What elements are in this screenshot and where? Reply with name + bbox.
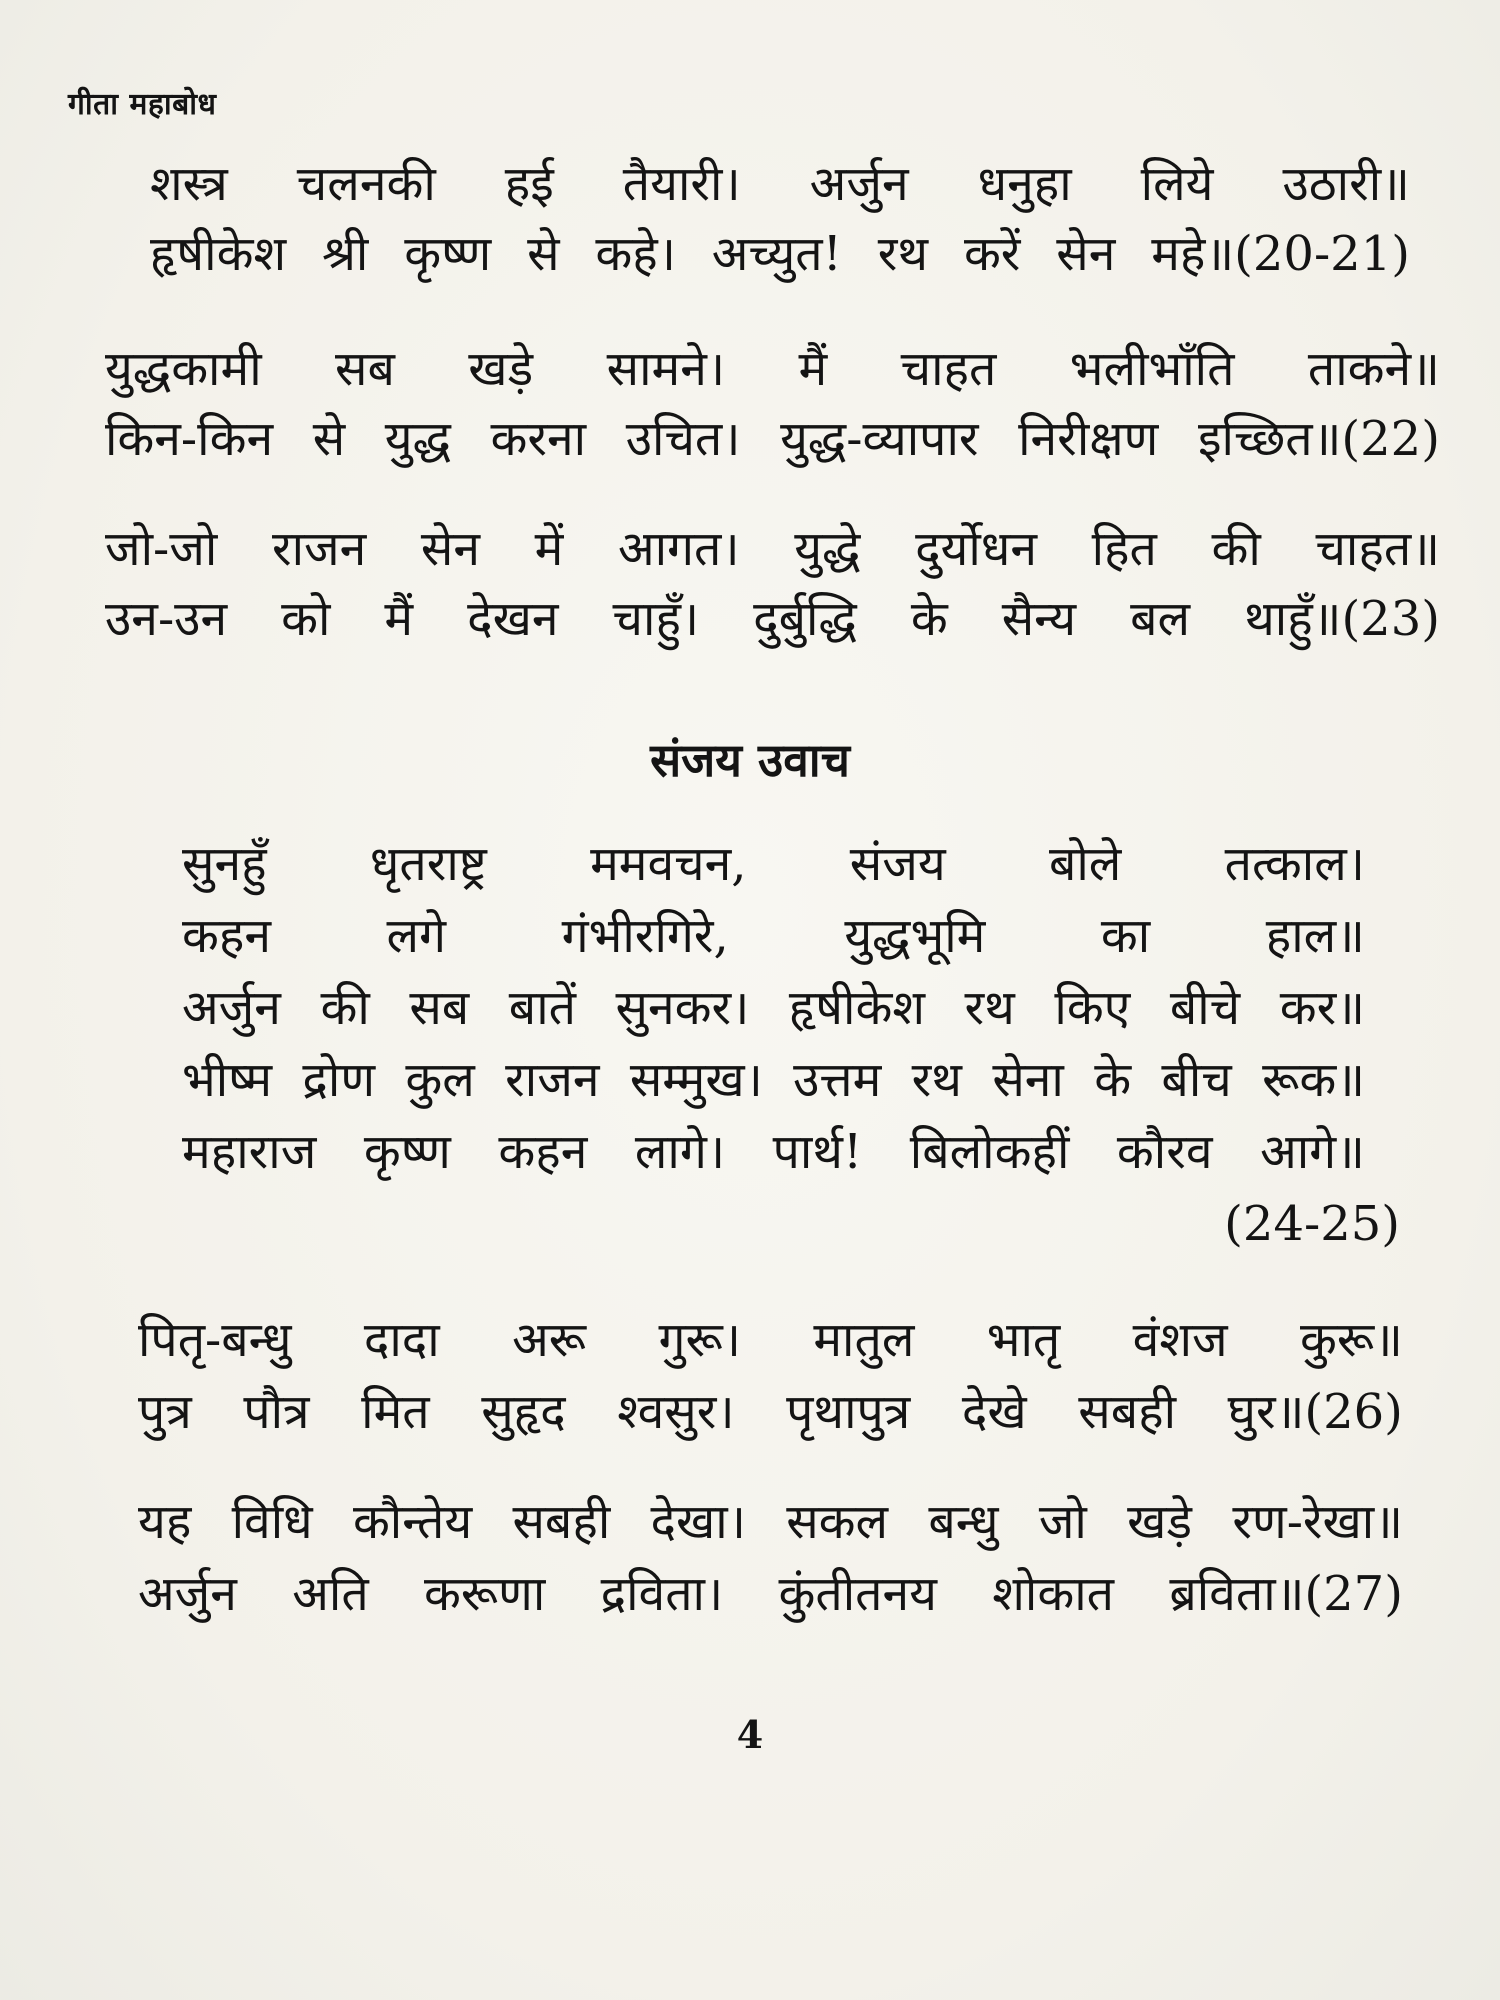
word: रथ — [911, 1052, 962, 1108]
word: लिये — [1140, 156, 1214, 212]
word: करें — [963, 226, 1021, 282]
word: लागे। — [634, 1124, 726, 1180]
verse-line — [105, 405, 1440, 467]
verse-line — [182, 1046, 1365, 1108]
word: सबही — [512, 1494, 611, 1550]
word: हृषीकेश — [150, 226, 287, 282]
word: जो-जो — [105, 521, 218, 577]
word: युद्धभूमि — [844, 908, 986, 964]
word: भातृ — [986, 1312, 1061, 1368]
verse-line — [138, 1560, 1403, 1622]
word: देखन — [467, 591, 559, 647]
word: विधि — [231, 1494, 313, 1550]
word: पुत्र — [138, 1384, 192, 1440]
word: चाहत — [900, 341, 997, 397]
word: की — [1211, 521, 1261, 577]
word: महाराज — [182, 1124, 317, 1180]
word: हाल॥ — [1265, 908, 1365, 964]
word: दादा — [363, 1312, 440, 1368]
section-heading: संजय उवाच — [650, 733, 850, 787]
word: दुर्योधन — [915, 521, 1037, 577]
word: सुहृद — [481, 1384, 566, 1440]
word: ममवचन, — [590, 836, 747, 892]
word: थाहुँ॥(23) — [1244, 591, 1440, 647]
word: देखे — [961, 1384, 1027, 1440]
word: बातें — [508, 980, 576, 1036]
word: सेन — [420, 521, 480, 577]
word: से — [312, 411, 346, 467]
verse-line — [182, 974, 1365, 1036]
word: गंभीरगिरे, — [561, 908, 729, 964]
word: रथ — [877, 226, 929, 282]
word: सुनहुँ — [182, 836, 267, 892]
word: चाहुँ। — [612, 591, 700, 647]
word: बीचे — [1169, 980, 1241, 1036]
word: शोकात — [992, 1566, 1115, 1622]
word: अर्जुन — [809, 156, 909, 212]
word: देखा। — [650, 1494, 746, 1550]
word: उत्तम — [793, 1052, 882, 1108]
word: हृषीकेश — [788, 980, 925, 1036]
word: कहन — [498, 1124, 588, 1180]
word: संजय — [849, 836, 946, 892]
word: अच्युत! — [711, 226, 842, 282]
verse-line — [182, 902, 1365, 964]
verse-line — [182, 830, 1365, 892]
word: हई — [504, 156, 554, 212]
word: सेन — [1056, 226, 1116, 282]
word: अर्जुन — [138, 1566, 237, 1622]
word: रूक॥ — [1262, 1052, 1365, 1108]
word: में — [534, 521, 564, 577]
word: का — [1100, 908, 1151, 964]
word: हित — [1091, 521, 1157, 577]
word: कहे। — [595, 226, 676, 282]
word: इच्छित॥(22) — [1197, 411, 1440, 467]
word: बोले — [1048, 836, 1122, 892]
word: कुरू॥ — [1300, 1312, 1403, 1368]
word: मातुल — [813, 1312, 915, 1368]
word: भीष्म — [182, 1052, 273, 1108]
word: चलनकी — [296, 156, 436, 212]
word: सेना — [992, 1052, 1064, 1108]
verse-line — [138, 1488, 1403, 1550]
verse-line — [150, 220, 1410, 282]
word: राजन — [271, 521, 367, 577]
word: आगे॥ — [1260, 1124, 1365, 1180]
word: गुरू। — [658, 1312, 741, 1368]
word: बिलोकहीं — [909, 1124, 1070, 1180]
word: करूणा — [424, 1566, 546, 1622]
word: सामने। — [606, 341, 726, 397]
verse-line — [150, 150, 1410, 212]
word: कर॥ — [1279, 980, 1365, 1036]
word: के — [910, 591, 948, 647]
word: राजन — [505, 1052, 600, 1108]
word: खड़े — [468, 341, 534, 397]
word: उचित। — [625, 411, 741, 467]
word: श्री — [321, 226, 369, 282]
word: यह — [138, 1494, 192, 1550]
word: रथ — [964, 980, 1015, 1036]
word: सम्मुख। — [629, 1052, 763, 1108]
page-number: 4 — [736, 1712, 764, 1757]
word: युद्धे — [794, 521, 861, 577]
word: आगत। — [617, 521, 740, 577]
word: तैयारी। — [622, 156, 741, 212]
word: के — [1094, 1052, 1132, 1108]
word: पार्थ! — [772, 1124, 863, 1180]
word: सुनकर। — [615, 980, 750, 1036]
word: कहन — [182, 908, 271, 964]
word: अति — [292, 1566, 369, 1622]
word: अरू — [512, 1312, 587, 1368]
word: भलीभाँति — [1069, 341, 1235, 397]
word: धृतराष्ट्र — [369, 836, 487, 892]
word: कौन्तेय — [352, 1494, 473, 1550]
word: किए — [1054, 980, 1131, 1036]
verse-line — [105, 585, 1440, 647]
word: से — [527, 226, 560, 282]
word: सब — [409, 980, 470, 1036]
word: मैं — [384, 591, 414, 647]
running-header: गीता महाबोध — [68, 87, 217, 122]
word: ताकने॥ — [1307, 341, 1440, 397]
verse-line — [105, 515, 1440, 577]
word: द्रोण — [302, 1052, 376, 1108]
word: कुल — [405, 1052, 475, 1108]
word: द्रविता। — [600, 1566, 724, 1622]
word: सबही — [1078, 1384, 1177, 1440]
word: कृष्ण — [404, 226, 492, 282]
word: शस्त्र — [150, 156, 228, 212]
word: को — [281, 591, 331, 647]
word: जो — [1038, 1494, 1087, 1550]
verse-number: (24-25) — [1224, 1196, 1400, 1252]
word: उठारी॥ — [1282, 156, 1410, 212]
word: वंशज — [1132, 1312, 1228, 1368]
word: पितृ-बन्धु — [138, 1312, 292, 1368]
word: लगे — [386, 908, 447, 964]
word: निरीक्षण — [1018, 411, 1159, 467]
verse-line — [105, 335, 1440, 397]
word: मैं — [798, 341, 828, 397]
word: युद्ध-व्यापार — [780, 411, 979, 467]
word: सैन्य — [1001, 591, 1077, 647]
word: दुर्बुद्धि — [753, 591, 857, 647]
word: खड़े — [1127, 1494, 1193, 1550]
word: पृथापुत्र — [786, 1384, 911, 1440]
verse-line — [182, 1118, 1365, 1180]
word: श्वसुर। — [617, 1384, 735, 1440]
word: कुंतीतनय — [778, 1566, 937, 1622]
word: उन-उन — [105, 591, 228, 647]
word: बीच — [1161, 1052, 1232, 1108]
word: युद्ध — [384, 411, 451, 467]
word: मित — [361, 1384, 430, 1440]
word: ब्रविता॥(27) — [1169, 1566, 1403, 1622]
word: सब — [335, 341, 395, 397]
word: युद्धकामी — [105, 341, 262, 397]
word: तत्काल। — [1224, 836, 1365, 892]
verse-line — [138, 1306, 1403, 1368]
word: किन-किन — [105, 411, 274, 467]
word: चाहत॥ — [1315, 521, 1440, 577]
word: कृष्ण — [363, 1124, 451, 1180]
word: बन्धु — [928, 1494, 999, 1550]
word: अर्जुन — [182, 980, 281, 1036]
word: की — [320, 980, 370, 1036]
word: बल — [1130, 591, 1191, 647]
word: पौत्र — [243, 1384, 310, 1440]
word: करना — [490, 411, 587, 467]
word: धनुहा — [977, 156, 1072, 212]
word: महे॥(20-21) — [1151, 226, 1410, 282]
word: कौरव — [1116, 1124, 1213, 1180]
word: घुर॥(26) — [1227, 1384, 1403, 1440]
word: सकल — [786, 1494, 889, 1550]
word: रण-रेखा॥ — [1232, 1494, 1403, 1550]
verse-line — [138, 1378, 1403, 1440]
